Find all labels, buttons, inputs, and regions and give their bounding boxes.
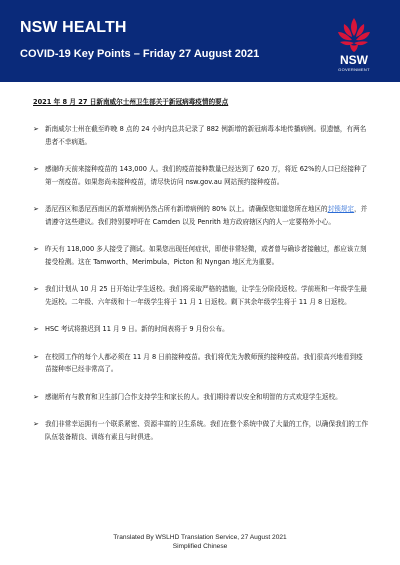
list-item [33,418,369,443]
bullet-icon: ➢ [33,245,39,253]
list-item-text: HSC 考试将推迟到 11 月 9 日。新的时间表将于 9 月份公布。 [45,325,229,333]
list-item [33,323,369,336]
bullet-icon: ➢ [33,205,39,213]
list-item-text: ，并请遵守这些建议。我们特别要呼吁在 Camden 以及 Penrith 地方政府辖区内的人一定要格外小心。 [45,205,368,226]
list-item [33,123,369,148]
key-points-list [33,123,369,458]
list-item-text: 感谢所有与教育和卫生部门合作支持学生和家长的人。我们期待着以安全和明智的方式欢迎学生返校。 [45,392,342,401]
list-item-text: 我们非常幸运拥有一个联系紧密、资源丰富的卫生系统。我们在整个系统中做了大量的工作，以确保我们的工作队伍装备精良、训练有素且与时俱进。 [45,420,369,441]
list-item [33,283,369,308]
list-item-text: 昨天有 118,000 多人接受了测试。如果您出现任何症状，即使非常轻微，或者曾与确诊者接触过，都应该立刻接受检测。这在 Tamworth、Merimbula、Picton 和 Nyngan 地区尤为重要。 [45,245,367,266]
bullet-icon: ➢ [33,420,39,428]
list-item [33,243,369,268]
waratah-flower-icon [328,16,380,54]
logo-wordmark: NSW [340,53,368,67]
bullet-icon: ➢ [33,352,39,361]
header-banner [0,0,400,82]
list-item-text: 在校园工作的每个人都必须在 11 月 8 日前接种疫苗。我们将优先为教师预约接种疫苗。我们很高兴地看到疫苗接种率已经非常高了。 [45,352,363,373]
bullet-icon: ➢ [33,125,39,133]
logo-caption: GOVERNMENT [338,67,370,72]
header-subtitle: COVID-19 Key Points – Friday 27 August 2021 [20,48,260,60]
document-heading: 2021 年 8 月 27 日新南威尔士州卫生部关于新冠病毒疫情的要点 [33,98,229,106]
footer [0,533,400,551]
bullet-icon: ➢ [33,165,39,173]
list-item-text: 新南威尔士州在截至昨晚 8 点的 24 小时内总共记录了 882 例新增的新冠病毒本地传播病例。很遗憾，有两名患者不幸病逝。 [45,125,367,146]
list-item-text: 悉尼西区和悉尼西南区的新增病例仍然占所有新增病例的 80% 以上。请确保您知道您所在地区的 [45,205,328,213]
footer-language: Simplified Chinese [172,543,228,550]
list-item [33,203,369,228]
lockdown-rules-link[interactable]: 封锁规定 [327,205,354,213]
list-item [33,351,369,376]
header-title: NSW HEALTH [20,19,127,36]
bullet-icon: ➢ [33,285,39,293]
footer-translation-credit: Translated By WSLHD Translation Service, 27 August 2021 [113,534,287,541]
nsw-government-logo [328,16,380,76]
bullet-icon: ➢ [33,392,39,401]
bullet-icon: ➢ [33,325,39,333]
list-item-text: 感谢昨天前来接种疫苗的 143,000 人。我们的疫苗接种数量已经达到了 620 万，将近 62%的人口已经接种了第一剂疫苗。如果您尚未接种疫苗，请尽快访问 nsw.gov.au 网站预约接种疫苗。 [45,165,368,186]
list-item [33,391,369,404]
list-item-text: 我们计划从 10 月 25 日开始让学生返校。我们将采取严格的措施，让学生分阶段返校。学前班和一年级学生最先返校。二年级、六年级和十一年级学生将于 11 月 1 日返校。剩下其余年级学生将于 11 月 8 日返校。 [45,285,367,306]
list-item [33,163,369,188]
